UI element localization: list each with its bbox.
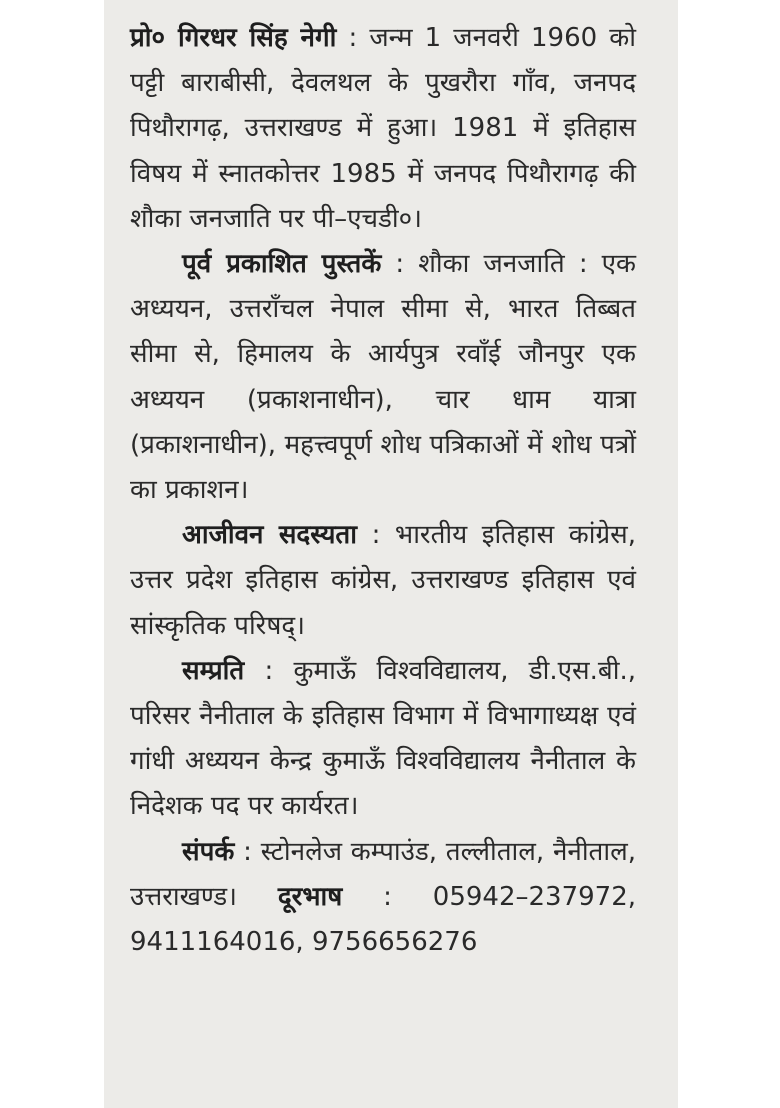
books-text: : शौका जनजाति : एक अध्ययन, उत्तराँचल नेपाल सीमा से, भारत तिब्बत सीमा से, हिमालय के आर्यपुत्र रवाँई जौनपुर एक अध्ययन (प्रकाशनाधीन), चार धाम यात्रा (प्रकाशनाधीन), महत्त्वपूर्ण शोध पत्रिकाओं में शोध पत्रों का प्रकाशन। bbox=[130, 249, 636, 506]
contact-label: संपर्क bbox=[182, 836, 235, 867]
contact-address: : स्टोनलेज कम्पाउंड, तल्लीताल, नैनीताल, उत्तराखण्ड। bbox=[130, 836, 637, 912]
document-page bbox=[104, 0, 678, 1108]
books-label: पूर्व प्रकाशित पुस्तकें bbox=[182, 249, 382, 280]
author-name: प्रो० गिरधर सिंह नेगी bbox=[130, 23, 337, 53]
contact-paragraph bbox=[130, 830, 636, 966]
phone-text: : 05942–237972, 9411164016, 9756656276 bbox=[130, 881, 637, 958]
current-text: : कुमाऊँ विश्वविद्यालय, डी.एस.बी., परिसर नैनीताल के इतिहास विभाग में विभागाध्यक्ष एवं गांधी अध्ययन केन्द्र कुमाऊँ विश्वविद्यालय नैनीताल के निदेशक पद पर कार्यरत। bbox=[130, 655, 636, 822]
current-paragraph bbox=[130, 649, 636, 830]
phone-label: दूरभाष bbox=[277, 881, 343, 912]
membership-text: : भारतीय इतिहास कांग्रेस, उत्तर प्रदेश इतिहास कांग्रेस, उत्तराखण्ड इतिहास एवं सांस्कृतिक परिषद्। bbox=[130, 520, 637, 641]
birth-text: : जन्म 1 जनवरी 1960 को पट्टी बाराबीसी, देवलथल के पुखरौरा गाँव, जनपद पिथौरागढ़, उत्तराखण्ड में हुआ। 1981 में इतिहास विषय में स्नातकोत्तर 1985 में जनपद पिथौरागढ़ की शौका जनजाति पर पी–एचडी०। bbox=[130, 23, 636, 234]
bio-paragraph bbox=[130, 16, 636, 242]
membership-label: आजीवन सदस्यता bbox=[182, 520, 357, 551]
books-paragraph bbox=[130, 242, 636, 513]
current-label: सम्प्रति bbox=[182, 655, 245, 686]
membership-paragraph bbox=[130, 513, 636, 649]
author-bio-text bbox=[130, 16, 636, 965]
